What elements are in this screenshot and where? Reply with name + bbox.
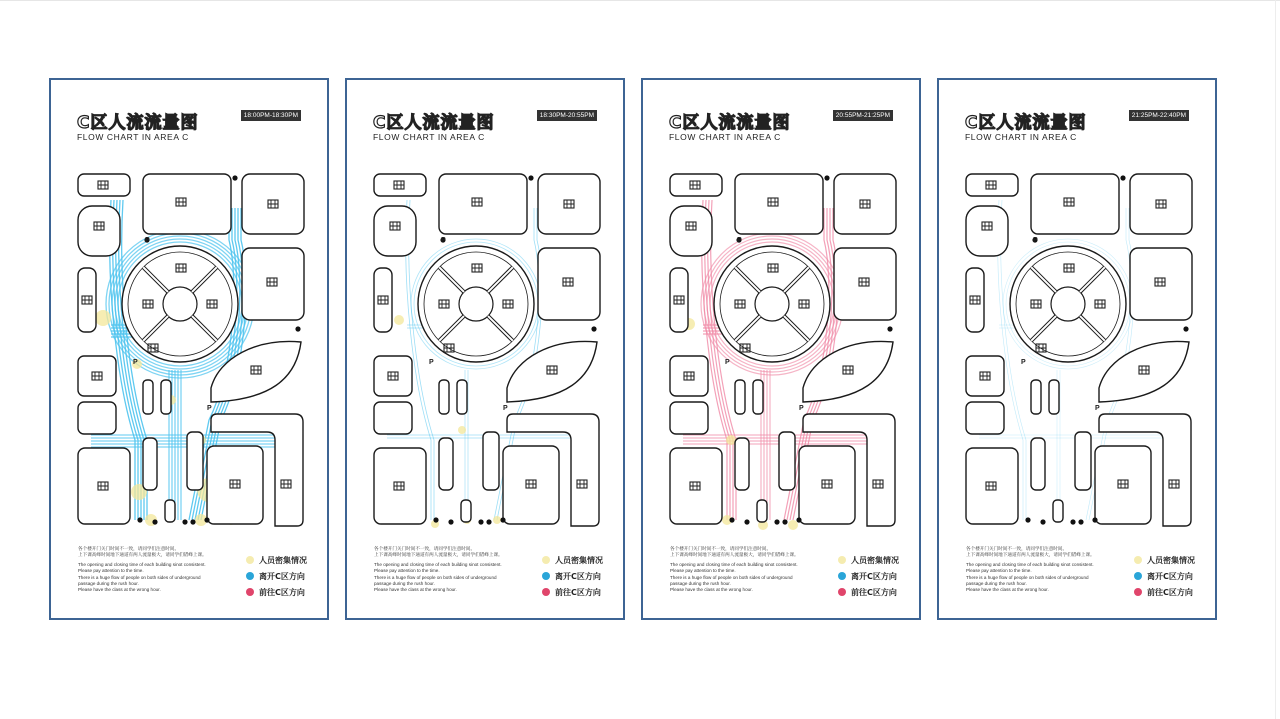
campus-map xyxy=(51,80,327,618)
notes-block xyxy=(966,546,1126,594)
note-en-1: The opening and closing time of each building sinot consistent. xyxy=(374,561,502,567)
node-dot xyxy=(448,519,453,524)
building xyxy=(966,402,1004,434)
legend-dot xyxy=(838,556,846,564)
legend xyxy=(838,552,899,600)
poster-panel-1 xyxy=(49,78,329,620)
building xyxy=(161,380,171,414)
parking-label: P xyxy=(1021,359,1026,366)
density-blob xyxy=(493,516,501,524)
right-rule xyxy=(1275,0,1276,719)
note-en-2: Please pay attention to the time. xyxy=(670,568,736,574)
legend-dot xyxy=(1134,588,1142,596)
legend-label: 人员密集情况 xyxy=(1147,555,1195,565)
building xyxy=(439,174,527,234)
note-en-5: Please have the class at the wrong hour. xyxy=(966,587,1049,593)
parking-label: P xyxy=(207,405,212,412)
campus-map xyxy=(347,80,623,618)
building xyxy=(439,438,453,490)
campus-map xyxy=(939,80,1215,618)
building xyxy=(670,402,708,434)
legend-item-leaving xyxy=(838,568,899,584)
note-en-4: passage during the rush hour. xyxy=(78,581,139,587)
note-cn-2: 上下课高峰时间地下通道有两人流量极大，请同学们错峰上课。 xyxy=(670,552,799,558)
legend-dot xyxy=(246,572,254,580)
parking-label: P xyxy=(737,237,742,244)
legend-item-density xyxy=(1134,552,1195,568)
time-range-badge: 21:25PM-22:40PM xyxy=(1129,110,1189,121)
ring-hub xyxy=(1051,287,1085,321)
node-dot xyxy=(204,517,209,522)
node-dot xyxy=(528,175,533,180)
node-dot xyxy=(478,519,483,524)
legend-label: 离开C区方向 xyxy=(1147,571,1193,581)
node-dot xyxy=(433,517,438,522)
legend-label: 离开C区方向 xyxy=(555,571,601,581)
building xyxy=(538,248,600,320)
parking-label: P xyxy=(1033,237,1038,244)
note-cn-2: 上下课高峰时间地下通道有两人流量极大，请同学们错峰上课。 xyxy=(78,552,207,558)
building xyxy=(143,438,157,490)
building xyxy=(165,500,175,522)
building xyxy=(374,402,412,434)
building xyxy=(966,206,1008,256)
notes-block xyxy=(78,546,238,594)
building xyxy=(457,380,467,414)
poster-title-cn: C区人流流量图 xyxy=(77,113,199,133)
node-dot xyxy=(182,519,187,524)
poster-panel-3 xyxy=(641,78,921,620)
note-en-2: Please pay attention to the time. xyxy=(78,568,144,574)
node-dot xyxy=(1078,519,1083,524)
node-dot xyxy=(887,326,892,331)
note-cn-2: 上下课高峰时间地下通道有两人流量极大，请同学们错峰上课。 xyxy=(966,552,1095,558)
ring-hub xyxy=(459,287,493,321)
building xyxy=(374,206,416,256)
legend-dot xyxy=(1134,572,1142,580)
top-rule xyxy=(0,0,1280,1)
density-blob xyxy=(394,315,404,325)
legend-label: 前往C区方向 xyxy=(555,587,601,597)
note-en-3: There is a huge flow of people on both sides of underground xyxy=(374,574,497,580)
note-en-1: The opening and closing time of each building sinot consistent. xyxy=(670,561,798,567)
building xyxy=(1053,500,1063,522)
building xyxy=(1099,341,1189,402)
building xyxy=(735,438,749,490)
note-en-5: Please have the class at the wrong hour. xyxy=(670,587,753,593)
legend-dot xyxy=(542,588,550,596)
node-dot xyxy=(500,517,505,522)
legend-item-leaving xyxy=(542,568,603,584)
building xyxy=(757,500,767,522)
legend-dot xyxy=(246,588,254,596)
legend-item-density xyxy=(838,552,899,568)
node-dot xyxy=(137,517,142,522)
legend-label: 人员密集情况 xyxy=(851,555,899,565)
note-en-3: There is a huge flow of people on both sides of underground xyxy=(966,574,1089,580)
poster-title-en: FLOW CHART IN AREA C xyxy=(77,132,189,142)
legend-dot xyxy=(838,588,846,596)
parking-label: P xyxy=(133,359,138,366)
node-dot xyxy=(232,175,237,180)
building xyxy=(735,380,745,414)
legend-item-arriving xyxy=(838,584,899,600)
time-range-badge: 18:00PM-18:30PM xyxy=(241,110,301,121)
note-en-3: There is a huge flow of people on both sides of underground xyxy=(670,574,793,580)
density-blob xyxy=(458,426,466,434)
node-dot xyxy=(1092,517,1097,522)
node-dot xyxy=(796,517,801,522)
building xyxy=(207,446,263,524)
node-dot xyxy=(152,519,157,524)
legend xyxy=(246,552,307,600)
building xyxy=(78,402,116,434)
node-dot xyxy=(744,519,749,524)
building xyxy=(242,248,304,320)
note-en-4: passage during the rush hour. xyxy=(966,581,1027,587)
note-en-1: The opening and closing time of each building sinot consistent. xyxy=(966,561,1094,567)
time-range-badge: 20:55PM-21:25PM xyxy=(833,110,893,121)
building xyxy=(799,446,855,524)
note-en-4: passage during the rush hour. xyxy=(670,581,731,587)
legend-label: 人员密集情况 xyxy=(259,555,307,565)
note-cn-1: 各个楼开门关门时间不一致，请同学们注意时间。 xyxy=(966,546,1068,551)
notes-block xyxy=(374,546,534,594)
note-en-5: Please have the class at the wrong hour. xyxy=(78,587,161,593)
building xyxy=(1031,174,1119,234)
building xyxy=(670,206,712,256)
time-range-badge: 18:30PM-20:55PM xyxy=(537,110,597,121)
building xyxy=(143,380,153,414)
building xyxy=(143,174,231,234)
parking-label: P xyxy=(799,405,804,412)
density-blob xyxy=(788,520,798,530)
note-en-3: There is a huge flow of people on both sides of underground xyxy=(78,574,201,580)
node-dot xyxy=(295,326,300,331)
legend-item-leaving xyxy=(246,568,307,584)
notes-block xyxy=(670,546,830,594)
node-dot xyxy=(1070,519,1075,524)
building xyxy=(461,500,471,522)
legend-item-arriving xyxy=(542,584,603,600)
building xyxy=(1130,248,1192,320)
poster-title-en: FLOW CHART IN AREA C xyxy=(669,132,781,142)
poster-panel-4 xyxy=(937,78,1217,620)
density-blob xyxy=(95,310,111,326)
building xyxy=(1095,446,1151,524)
poster-title-en: FLOW CHART IN AREA C xyxy=(965,132,1077,142)
legend-item-density xyxy=(246,552,307,568)
node-dot xyxy=(1120,175,1125,180)
legend-dot xyxy=(838,572,846,580)
legend-label: 离开C区方向 xyxy=(259,571,305,581)
node-dot xyxy=(591,326,596,331)
note-en-2: Please pay attention to the time. xyxy=(966,568,1032,574)
poster-title-cn: C区人流流量图 xyxy=(965,113,1087,133)
node-dot xyxy=(782,519,787,524)
legend-dot xyxy=(542,572,550,580)
building xyxy=(187,432,203,490)
ring-hub xyxy=(163,287,197,321)
node-dot xyxy=(824,175,829,180)
note-en-2: Please pay attention to the time. xyxy=(374,568,440,574)
building xyxy=(1049,380,1059,414)
building xyxy=(439,380,449,414)
legend-dot xyxy=(1134,556,1142,564)
building xyxy=(779,432,795,490)
poster-title-cn: C区人流流量图 xyxy=(669,113,791,133)
legend-item-arriving xyxy=(1134,584,1195,600)
parking-label: P xyxy=(1095,405,1100,412)
node-dot xyxy=(486,519,491,524)
node-dot xyxy=(190,519,195,524)
legend-label: 人员密集情况 xyxy=(555,555,603,565)
parking-label: P xyxy=(429,359,434,366)
building xyxy=(753,380,763,414)
parking-label: P xyxy=(503,405,508,412)
node-dot xyxy=(774,519,779,524)
note-en-4: passage during the rush hour. xyxy=(374,581,435,587)
node-dot xyxy=(1183,326,1188,331)
building xyxy=(507,341,597,402)
legend xyxy=(1134,552,1195,600)
legend-item-density xyxy=(542,552,603,568)
building xyxy=(1031,438,1045,490)
note-cn-1: 各个楼开门关门时间不一致，请同学们注意时间。 xyxy=(78,546,180,551)
building xyxy=(78,206,120,256)
parking-label: P xyxy=(145,237,150,244)
building xyxy=(503,446,559,524)
legend-label: 前往C区方向 xyxy=(1147,587,1193,597)
building xyxy=(834,248,896,320)
legend-dot xyxy=(542,556,550,564)
node-dot xyxy=(729,517,734,522)
note-en-5: Please have the class at the wrong hour. xyxy=(374,587,457,593)
legend-label: 前往C区方向 xyxy=(851,587,897,597)
note-cn-1: 各个楼开门关门时间不一致，请同学们注意时间。 xyxy=(374,546,476,551)
building xyxy=(735,174,823,234)
note-cn-2: 上下课高峰时间地下通道有两人流量极大，请同学们错峰上课。 xyxy=(374,552,503,558)
campus-map xyxy=(643,80,919,618)
building xyxy=(1031,380,1041,414)
node-dot xyxy=(1025,517,1030,522)
legend-item-leaving xyxy=(1134,568,1195,584)
building xyxy=(1075,432,1091,490)
legend-label: 离开C区方向 xyxy=(851,571,897,581)
legend-dot xyxy=(246,556,254,564)
poster-title-en: FLOW CHART IN AREA C xyxy=(373,132,485,142)
parking-label: P xyxy=(725,359,730,366)
legend xyxy=(542,552,603,600)
legend-item-arriving xyxy=(246,584,307,600)
poster-title-cn: C区人流流量图 xyxy=(373,113,495,133)
note-cn-1: 各个楼开门关门时间不一致，请同学们注意时间。 xyxy=(670,546,772,551)
parking-label: P xyxy=(441,237,446,244)
legend-label: 前往C区方向 xyxy=(259,587,305,597)
building xyxy=(483,432,499,490)
ring-hub xyxy=(755,287,789,321)
node-dot xyxy=(1040,519,1045,524)
note-en-1: The opening and closing time of each building sinot consistent. xyxy=(78,561,206,567)
poster-panel-2 xyxy=(345,78,625,620)
